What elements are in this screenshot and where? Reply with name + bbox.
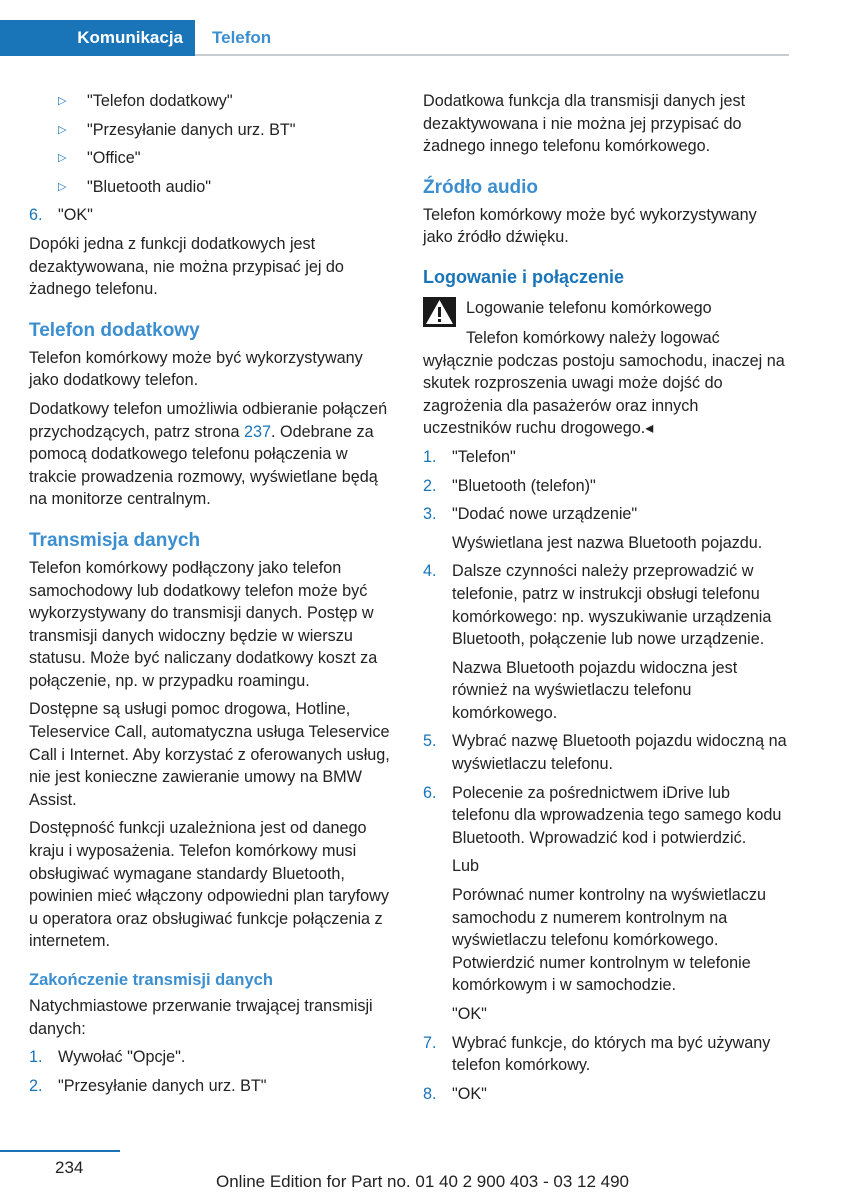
step-item [423,560,790,650]
step-item [423,1083,790,1106]
list-item [58,147,394,170]
step-text: "Dodać nowe urządzenie" [452,505,638,524]
step-subtext: "OK" [452,1005,487,1023]
step-subtext: Wyświetlana jest nazwa Bluetooth pojazdu. [452,533,763,552]
step-item [29,204,394,227]
step-item [423,1032,790,1077]
warning-icon [423,297,456,327]
bullet-text: "Przesyłanie danych urz. BT" [87,120,296,139]
paragraph: Telefon komórkowy może być wykorzystywany jako źródło dźwięku. [423,205,757,247]
paragraph-text: Dodatkowy telefon umożliwia odbieranie połączeń przychodzących, patrz strona [29,399,388,441]
paragraph: Telefon komórkowy może być wykorzystywany jako dodatkowy telefon. [29,348,363,390]
heading-transmisja-danych: Transmisja danych [29,529,201,551]
paragraph: Natychmiastowe przerwanie trwającej transmisji danych: [29,997,373,1038]
steps-list [423,446,790,1105]
step-text: Polecenie za pośrednictwem iDrive lub telefonu dla wprowadzenia tego samego kodu Bluetooth. Wprowadzić kod i potwierdzić. [452,783,782,847]
step-number: 7. [423,1033,437,1052]
footer-divider [0,1150,120,1152]
left-column [29,90,394,1103]
section-title: Telefon [212,28,272,47]
paragraph: Telefon komórkowy podłączony jako telefon samochodowy lub dodatkowy telefon może być wykorzystywany do transmisji danych. Postęp w transmisji danych widoczny będzie w wierszu statusu. Może być naliczany dodatkowy koszt za połączenie, np. w przypadku roamingu. [29,558,378,690]
paragraph-with-link [29,398,394,511]
warning-title: Logowanie telefonu komórkowego [466,298,712,317]
header-divider [195,54,789,56]
right-column [423,90,790,1111]
step-text: "Bluetooth (telefon)" [452,476,596,495]
step-text: "OK" [452,1084,487,1103]
chapter-tab [0,20,195,56]
step-item [423,782,790,850]
step-subtext: Nazwa Bluetooth pojazdu widoczna jest również na wyświetlaczu telefonu komórkowego. [452,658,738,722]
step-text: Dalsze czynności należy przeprowadzić w telefonie, patrz w instrukcji obsługi telefonu komórkowego: np. wyszukiwanie urządzenia Bluetooth, połączenie lub nowe urządzenie. [452,562,772,649]
step-subtext: Porównać numer kontrolny na wyświetlaczu samochodu z numerem kontrolnym na wyświetlaczu telefonu komórkowego. Potwierdzić numer kontrolnym w telefonie komórkowym i w samochodzie. [452,886,766,995]
step-text: "Przesyłanie danych urz. BT" [58,1076,267,1095]
step-item [423,730,790,775]
edition-note: Online Edition for Part no. 01 40 2 900 403 - 03 12 490 [215,1172,629,1191]
warning-body: Telefon komórkowy należy logować wyłącznie podczas postoju samochodu, inaczej na skutek rozproszenia uwagi może dojść do zagrożenia dla pasażerów oraz innych uczestników ruchu drogowego.◂ [423,328,785,438]
bullet-text: "Telefon dodatkowy" [87,92,233,110]
step-number: 3. [423,505,437,524]
paragraph-text: . Odebrane za pomocą dodatkowego telefonu połączenia w trakcie prowadzenia rozmowy, wyświetlane będą na monitorze centralnym. [29,422,378,509]
heading-logowanie: Logowanie i połączenie [423,266,625,287]
step-text: Wybrać funkcje, do których ma być używany telefon komórkowy. [452,1033,771,1075]
step-number: 4. [423,562,437,581]
triangle-bullet-icon: ▷ [58,95,67,107]
warning-block [423,297,790,327]
step-subtext: Lub [452,857,480,876]
paragraph: Dostępność funkcji uzależniona jest od danego kraju i wyposażenia. Telefon komórkowy musi obsługiwać wymagane standardy Bluetooth, powinien mieć włączony odpowiedni plan taryfowy u operatora oraz obsługiwać funkcje połączenia z internetem. [29,819,389,951]
heading-telefon-dodatkowy: Telefon dodatkowy [29,319,200,341]
step-number: 6. [423,783,437,802]
step-text: Wywołać "Opcje". [58,1048,186,1067]
step-text: Wybrać nazwę Bluetooth pojazdu widoczną na wyświetlaczu telefonu. [452,732,787,774]
step-number: 6. [29,206,43,225]
paragraph: Dopóki jedna z funkcji dodatkowych jest dezaktywowana, nie można przypisać jej do żadnego telefonu. [29,234,344,299]
page-link[interactable]: 237 [244,422,272,441]
step-number: 1. [29,1048,43,1067]
triangle-bullet-icon: ▷ [58,152,67,165]
heading-zakonczenie: Zakończenie transmisji danych [29,971,273,989]
paragraph: Dodatkowa funkcja dla transmisji danych jest dezaktywowana i nie można jej przypisać do żadnego innego telefonu komórkowego. [423,92,746,156]
heading-zrodlo-audio: Źródło audio [423,176,539,198]
bullet-text: "Office" [87,149,141,168]
step-item [423,503,790,526]
list-item [58,176,394,199]
list-item [58,90,394,113]
chapter-label: Komunikacja [77,28,183,47]
step-number: 5. [423,732,437,751]
list-item [58,119,394,142]
step-number: 2. [29,1076,43,1095]
bullet-text: "Bluetooth audio" [87,177,211,196]
step-item [423,475,790,498]
step-item [29,1046,394,1069]
step-number: 2. [423,476,437,495]
page-number: 234 [55,1158,84,1177]
triangle-bullet-icon: ▷ [58,123,67,136]
step-number: 8. [423,1084,437,1103]
step-text: "Telefon" [452,447,516,466]
step-item [29,1075,394,1098]
step-item [423,446,790,469]
step-number: 1. [423,447,437,466]
paragraph: Dostępne są usługi pomoc drogowa, Hotline, Teleservice Call, automatyczna usługa Teleservice Call i Internet. Aby korzystać z oferowanych usług, nie jest konieczne zawieranie umowy na BMW Assist. [29,700,390,809]
step-text: "OK" [58,206,93,225]
triangle-bullet-icon: ▷ [58,180,67,193]
